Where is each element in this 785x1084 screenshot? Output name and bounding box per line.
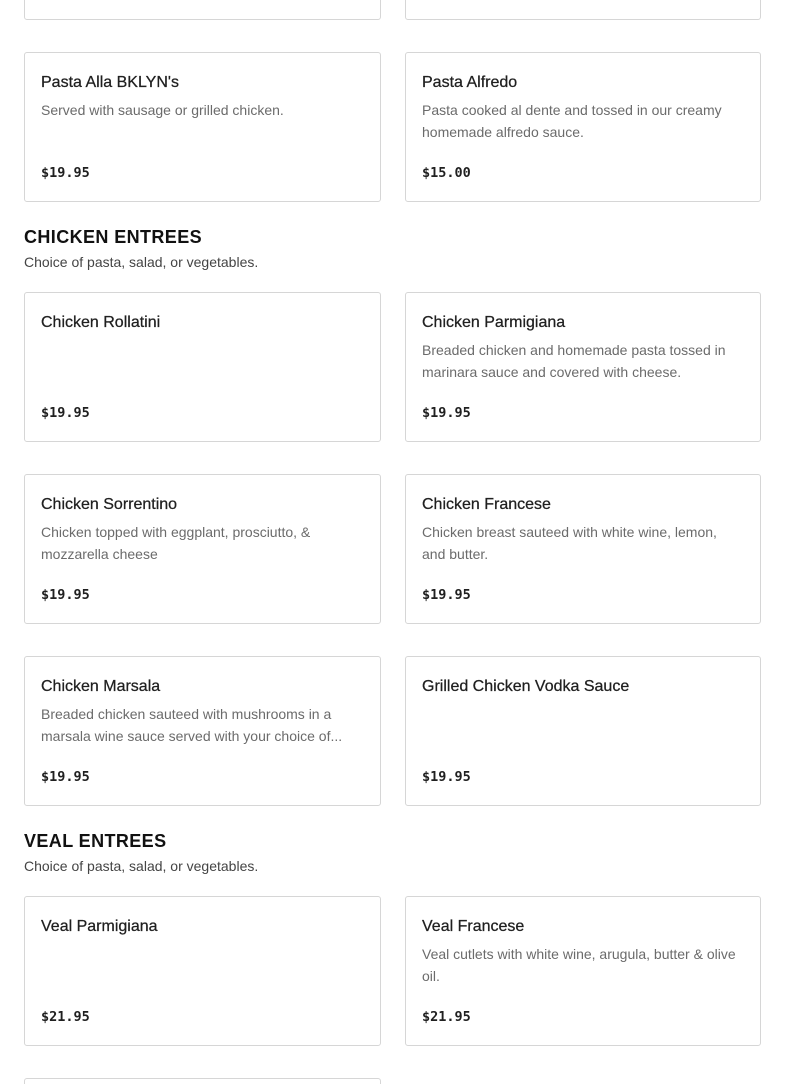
- menu-item-name: Chicken Marsala: [41, 678, 161, 695]
- menu-item-card[interactable]: [24, 292, 381, 442]
- menu-row: [24, 474, 761, 624]
- menu-item-name: Veal Francese: [422, 918, 525, 935]
- menu-item-price: $21.95: [422, 1009, 471, 1025]
- menu-item-price: $19.95: [422, 405, 471, 421]
- menu-item-description: Chicken breast sauteed with white wine, lemon, and butter.: [422, 524, 717, 562]
- menu-item-price: $19.95: [41, 405, 90, 421]
- menu-row-top-partial: [24, 0, 761, 20]
- menu-item-card[interactable]: [405, 656, 761, 806]
- menu-item-name: Chicken Francese: [422, 496, 551, 513]
- menu-item-name: Veal Parmigiana: [41, 918, 158, 935]
- menu-item-card[interactable]: [24, 1078, 381, 1084]
- menu-item-price: $19.95: [41, 587, 90, 603]
- section-header-chicken: [24, 226, 258, 271]
- menu-item-description: Pasta cooked al dente and tossed in our creamy homemade alfredo sauce.: [422, 102, 722, 140]
- menu-item-description: Chicken topped with eggplant, prosciutto, & mozzarella cheese: [41, 524, 311, 562]
- menu-item-card[interactable]: [405, 474, 761, 624]
- menu-item-card[interactable]: [24, 474, 381, 624]
- section-title: CHICKEN ENTREES: [24, 227, 203, 247]
- menu-item-card[interactable]: [405, 896, 761, 1046]
- menu-item-card[interactable]: [24, 656, 381, 806]
- menu-item-price: $19.95: [422, 769, 471, 785]
- menu-row-pasta: [24, 52, 761, 202]
- menu-row: [24, 292, 761, 442]
- menu-item-card[interactable]: [405, 52, 761, 202]
- menu-item-name: Grilled Chicken Vodka Sauce: [422, 678, 630, 695]
- menu-row-bottom-partial: [24, 1078, 761, 1084]
- menu-item-description: Breaded chicken and homemade pasta tossed in marinara sauce and covered with cheese.: [422, 342, 726, 380]
- menu-item-card[interactable]: [24, 52, 381, 202]
- menu-item-price: $21.95: [41, 1009, 90, 1025]
- menu-item-description: Served with sausage or grilled chicken.: [41, 102, 284, 118]
- section-subtitle: Choice of pasta, salad, or vegetables.: [24, 858, 259, 874]
- menu-row: [24, 656, 761, 806]
- menu-item-name: Chicken Rollatini: [41, 314, 161, 331]
- menu-item-name: Chicken Parmigiana: [422, 314, 566, 331]
- menu-item-name: Pasta Alla BKLYN's: [41, 74, 179, 91]
- menu-item-description: Veal cutlets with white wine, arugula, butter & olive oil.: [422, 946, 736, 984]
- section-title: VEAL ENTREES: [24, 831, 167, 851]
- menu-item-card[interactable]: [405, 0, 761, 20]
- menu-item-card[interactable]: [405, 292, 761, 442]
- section-header-veal: [24, 830, 258, 875]
- section-subtitle: Choice of pasta, salad, or vegetables.: [24, 254, 259, 270]
- menu-item-name: Pasta Alfredo: [422, 74, 518, 91]
- menu-item-price: $15.00: [422, 165, 471, 181]
- menu-item-price: $19.95: [422, 587, 471, 603]
- menu-item-name: Chicken Sorrentino: [41, 496, 178, 513]
- menu-item-price: $19.95: [41, 165, 90, 181]
- menu-item-description: Breaded chicken sauteed with mushrooms in a marsala wine sauce served with your choice of...: [41, 706, 343, 744]
- menu-item-card[interactable]: [24, 896, 381, 1046]
- menu-item-card[interactable]: [24, 0, 381, 20]
- menu-item-price: $19.95: [41, 769, 90, 785]
- menu-row: [24, 896, 761, 1046]
